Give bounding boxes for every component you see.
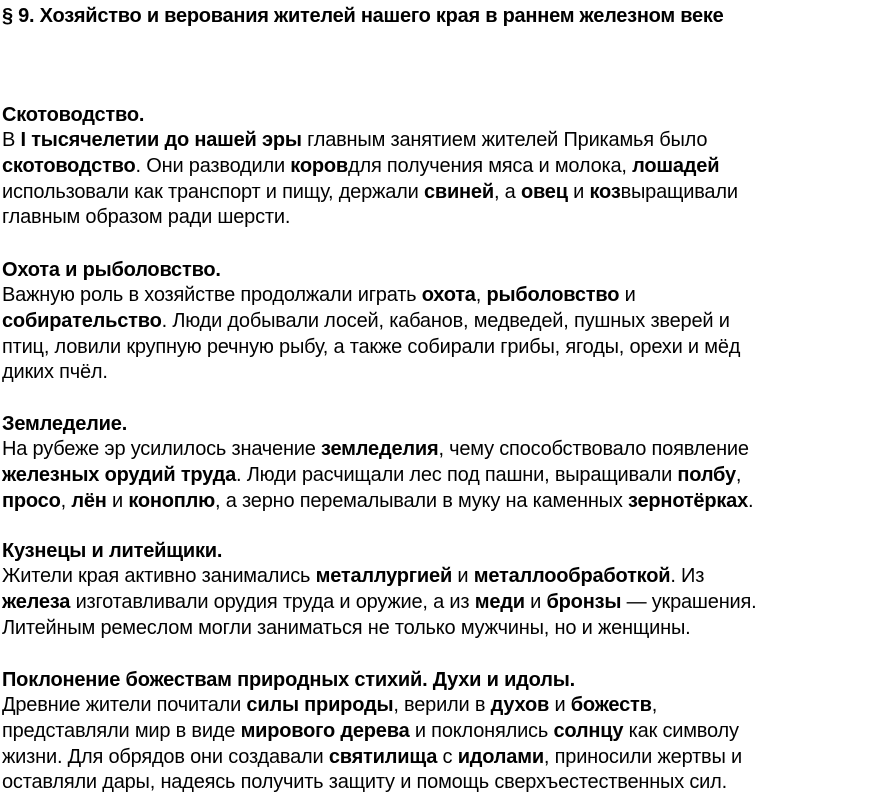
text-run: птиц, ловили крупную речную рыбу, а также собирали грибы, ягоды, орехи и мёд (2, 335, 741, 358)
bold-term: идолами (457, 745, 544, 768)
text-run: выращивали (620, 180, 738, 203)
section-heading: Охота и рыболовство. (2, 259, 221, 281)
section-heading: Земледелие. (2, 413, 128, 435)
paragraph-line (2, 335, 894, 361)
bold-term: охота (421, 284, 476, 306)
text-run: . Люди расчищали лес под пашни, выращивали (236, 463, 678, 486)
bold-term: солнцу (553, 719, 624, 742)
paragraph-line (2, 205, 894, 231)
paragraph-line (2, 463, 894, 489)
bold-term: металлургией (315, 565, 453, 587)
text-run: Важную роль в хозяйстве продолжали играть (2, 284, 422, 306)
bold-term: собирательство (2, 309, 162, 332)
section-animal-husbandry (2, 103, 894, 231)
paragraph-line (2, 770, 894, 796)
text-run: На рубеже эр усилилось значение (2, 438, 322, 460)
text-run: , верили в (393, 694, 491, 716)
paragraph-line (2, 180, 894, 206)
text-run: Древние жители почитали (2, 694, 247, 716)
bold-term: зернотёрках (628, 489, 749, 512)
bold-term: бронзы (546, 590, 622, 613)
text-run: с (437, 745, 458, 768)
section-body (2, 437, 894, 514)
section-heading: Скотоводство. (2, 104, 145, 126)
bold-term: божеств (570, 694, 652, 716)
bold-term: просо (2, 489, 61, 512)
paragraph-line (2, 590, 894, 616)
text-run: . Они разводили (135, 154, 291, 177)
bold-term: мирового дерева (240, 719, 410, 742)
section-body (2, 693, 894, 796)
section-body (2, 283, 894, 386)
bold-term: духов (490, 694, 550, 716)
bold-term: овец (520, 180, 568, 203)
section-worship-spirits-idols (2, 668, 894, 796)
bold-term: I тысячелетии до нашей эры (20, 129, 302, 151)
section-hunting-fishing (2, 258, 894, 386)
bold-term: железных орудий труда (2, 463, 237, 486)
text-run: Литейным ремеслом могли заниматься не только мужчины, но и женщины. (2, 616, 691, 639)
text-run: оставляли дары, надеясь получить защиту и помощь сверхъестественных сил. (2, 771, 727, 794)
section-smiths-founders (2, 539, 894, 641)
text-run: и (567, 180, 590, 203)
bold-term: рыболовство (486, 284, 620, 306)
text-run: . (748, 489, 754, 512)
bold-term: лён (71, 489, 107, 512)
text-run: жизни. Для обрядов они создавали (2, 745, 329, 768)
text-run: , а (493, 180, 521, 203)
text-run: и (106, 489, 129, 512)
text-run: . Люди добывали лосей, кабанов, медведей, пушных зверей и (161, 309, 730, 332)
paragraph-line (2, 745, 894, 771)
bold-term: коноплю (128, 489, 216, 512)
text-run: изготавливали орудия труда и оружие, а из (70, 590, 475, 613)
text-run: как символу (623, 719, 739, 742)
text-run: , приносили жертвы и (543, 745, 742, 768)
page-title: § 9. Хозяйство и верования жителей нашего края в раннем железном веке (2, 5, 724, 27)
bold-term: земледелия (321, 438, 439, 460)
bold-term: святилища (328, 745, 438, 768)
bold-term: силы природы (246, 694, 394, 716)
text-run: главным образом ради шерсти. (2, 206, 291, 229)
text-run: и поклонялись (409, 719, 554, 742)
bold-term: скотоводство (2, 154, 136, 177)
paragraph-line (2, 154, 894, 180)
text-run: и (524, 590, 547, 613)
text-run: В (2, 129, 21, 151)
text-run: и (549, 694, 571, 716)
bold-term: металлообработкой (473, 565, 671, 587)
text-run: , (60, 489, 72, 512)
text-run: и (619, 284, 636, 306)
bold-term: меди (474, 590, 525, 613)
paragraph-line (2, 564, 894, 590)
paragraph-line (2, 360, 894, 386)
bold-term: коров (290, 154, 348, 177)
text-run: , а зерно перемалывали в муку на каменных (215, 489, 629, 512)
bold-term: полбу (677, 463, 736, 486)
paragraph-line (2, 309, 894, 335)
text-run: и (452, 565, 474, 587)
section-agriculture (2, 412, 894, 514)
section-heading: Кузнецы и литейщики. (2, 540, 223, 562)
section-heading: Поклонение божествам природных стихий. Духи и идолы. (2, 669, 575, 691)
paragraph-line (2, 489, 894, 515)
text-run: представляли мир в виде (2, 719, 241, 742)
text-run: — украшения. (621, 590, 757, 613)
text-run: использовали как транспорт и пищу, держали (2, 180, 424, 203)
text-run: главным занятием жителей Прикамья было (301, 129, 708, 151)
bold-term: железа (2, 590, 71, 613)
text-run: Жители края активно занимались (2, 565, 316, 587)
paragraph-line (2, 719, 894, 745)
paragraph-line (2, 616, 894, 642)
section-body (2, 128, 894, 231)
section-body (2, 564, 894, 641)
paragraph-line (2, 693, 894, 719)
bold-term: коз (589, 180, 621, 203)
text-run: для получения мяса и молока, (348, 154, 633, 177)
bold-term: свиней (423, 180, 494, 203)
text-run: . Из (670, 565, 705, 587)
text-run: , (651, 694, 658, 716)
text-run: , чему способствовало появление (438, 438, 749, 460)
text-run: , (735, 463, 742, 486)
paragraph-line (2, 283, 894, 309)
paragraph-line (2, 437, 894, 463)
bold-term: лошадей (632, 154, 720, 177)
text-run: диких пчёл. (2, 361, 108, 384)
paragraph-line (2, 128, 894, 154)
text-run: , (475, 284, 487, 306)
